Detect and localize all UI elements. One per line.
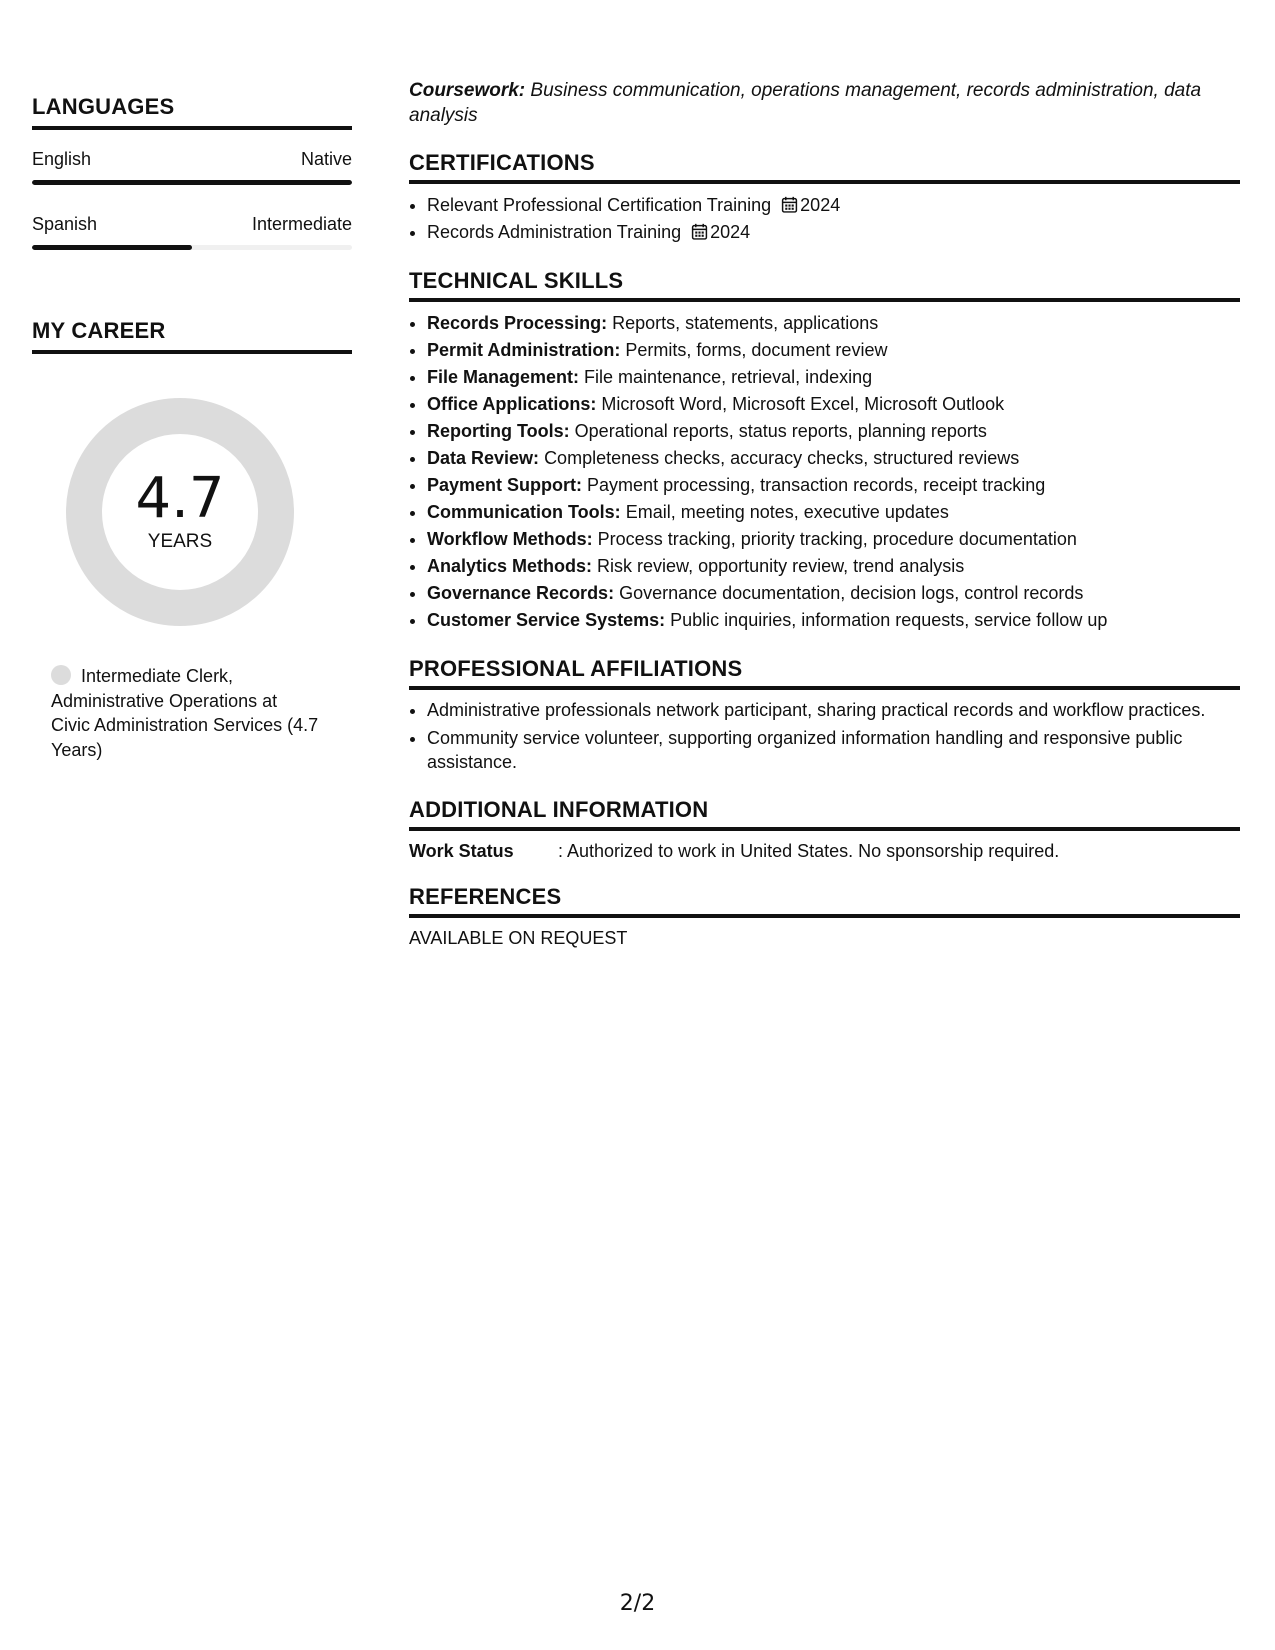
- affiliations-list: [409, 698, 1240, 775]
- career-entry: [51, 664, 321, 762]
- certification-name: Relevant Professional Certification Training: [427, 195, 772, 215]
- skill-item: [427, 526, 1240, 553]
- skill-label: Customer Service Systems:: [427, 610, 666, 630]
- skill-label: Analytics Methods:: [427, 556, 593, 576]
- skill-label: Data Review:: [427, 448, 540, 468]
- language-name: Spanish: [32, 214, 98, 234]
- skill-text: Completeness checks, accuracy checks, structured reviews: [544, 448, 1020, 468]
- skill-label: Office Applications:: [427, 394, 597, 414]
- languages-heading: LANGUAGES: [32, 94, 352, 130]
- language-proficiency-fill: [32, 245, 192, 250]
- calendar-icon: [781, 196, 798, 213]
- calendar-icon: [691, 223, 708, 240]
- skill-item: [427, 607, 1240, 634]
- skill-item: [427, 391, 1240, 418]
- additional-info-heading: ADDITIONAL INFORMATION: [409, 797, 1240, 831]
- affiliation-item: • Community service volunteer, supporting organized information handling and responsive public assistance.: [427, 726, 1240, 775]
- page-number: 2/2: [619, 1591, 656, 1616]
- skill-text: Reports, statements, applications: [612, 313, 879, 333]
- skill-item: [427, 337, 1240, 364]
- language-name: English: [32, 149, 92, 169]
- skill-text: Public inquiries, information requests, service follow up: [670, 610, 1108, 630]
- additional-info-section: [409, 797, 1240, 862]
- skill-text: Payment processing, transaction records, receipt tracking: [587, 475, 1046, 495]
- skill-item: [427, 310, 1240, 337]
- certification-item: [427, 219, 1240, 246]
- skill-text: Permits, forms, document review: [625, 340, 888, 360]
- skill-label: Communication Tools:: [427, 502, 621, 522]
- certification-name: Records Administration Training: [427, 222, 682, 242]
- coursework: [409, 79, 1240, 128]
- language-level: Native: [300, 149, 352, 169]
- skill-item: [427, 364, 1240, 391]
- coursework-text: Business communication, operations management, records administration, data analysis: [409, 80, 1202, 126]
- language-proficiency-bar: [32, 180, 352, 185]
- skill-text: Process tracking, priority tracking, procedure documentation: [597, 529, 1077, 549]
- skill-item: [427, 418, 1240, 445]
- skill-text: Microsoft Word, Microsoft Excel, Microsoft Outlook: [601, 394, 1005, 414]
- donut-center: [66, 466, 294, 553]
- language-item: [32, 213, 352, 250]
- coursework-label: Coursework:: [409, 80, 526, 101]
- affiliation-item: • Administrative professionals network participant, sharing practical records and workflow practices.: [427, 698, 1240, 723]
- certifications-section: [409, 150, 1240, 246]
- skill-label: Records Processing:: [427, 313, 608, 333]
- skill-item: [427, 553, 1240, 580]
- skill-text: Risk review, opportunity review, trend analysis: [597, 556, 965, 576]
- certifications-list: [409, 192, 1240, 246]
- career-legend-dot: [51, 665, 71, 685]
- info-value: : Authorized to work in United States. No sponsorship required.: [558, 840, 1060, 861]
- technical-skills-list: [409, 310, 1240, 634]
- skill-label: File Management:: [427, 367, 580, 387]
- skill-item: [427, 580, 1240, 607]
- info-label: Work Status: [409, 840, 514, 861]
- skill-text: Email, meeting notes, executive updates: [625, 502, 949, 522]
- sidebar: [32, 94, 352, 762]
- affiliations-heading: PROFESSIONAL AFFILIATIONS: [409, 656, 1240, 690]
- affiliations-section: [409, 656, 1240, 775]
- skill-label: Permit Administration:: [427, 340, 621, 360]
- skill-text: File maintenance, retrieval, indexing: [584, 367, 873, 387]
- references-section: [409, 884, 1240, 949]
- skill-label: Workflow Methods:: [427, 529, 593, 549]
- info-row: [409, 840, 1240, 862]
- languages-section: [32, 94, 352, 250]
- language-proficiency-bar: [32, 245, 352, 250]
- skill-item: [427, 499, 1240, 526]
- skill-text: Operational reports, status reports, planning reports: [574, 421, 987, 441]
- skill-label: Governance Records:: [427, 583, 615, 603]
- certification-item: [427, 192, 1240, 219]
- skill-label: Reporting Tools:: [427, 421, 570, 441]
- skill-item: [427, 445, 1240, 472]
- career-years-donut: [66, 398, 294, 626]
- certification-year: 2024: [800, 195, 841, 215]
- technical-skills-heading: TECHNICAL SKILLS: [409, 268, 1240, 302]
- skill-item: [427, 472, 1240, 499]
- language-level: Intermediate: [251, 214, 352, 234]
- certification-year: 2024: [710, 222, 751, 242]
- language-item: [32, 148, 352, 185]
- main-content: [409, 79, 1240, 971]
- references-heading: REFERENCES: [409, 884, 1240, 918]
- language-proficiency-fill: [32, 180, 352, 185]
- certifications-heading: CERTIFICATIONS: [409, 150, 1240, 184]
- skill-text: Governance documentation, decision logs, control records: [619, 583, 1084, 603]
- technical-skills-section: [409, 268, 1240, 634]
- references-text: AVAILABLE ON REQUEST: [409, 927, 628, 948]
- career-heading: MY CAREER: [32, 318, 352, 354]
- language-list: [32, 148, 352, 250]
- career-total-years: 4.7: [135, 466, 225, 531]
- career-years-unit: YEARS: [147, 531, 213, 552]
- career-section: [32, 318, 352, 762]
- career-entry-text: Intermediate Clerk, Administrative Operations at Civic Administration Services (4.7 Years): [51, 666, 319, 760]
- skill-label: Payment Support:: [427, 475, 583, 495]
